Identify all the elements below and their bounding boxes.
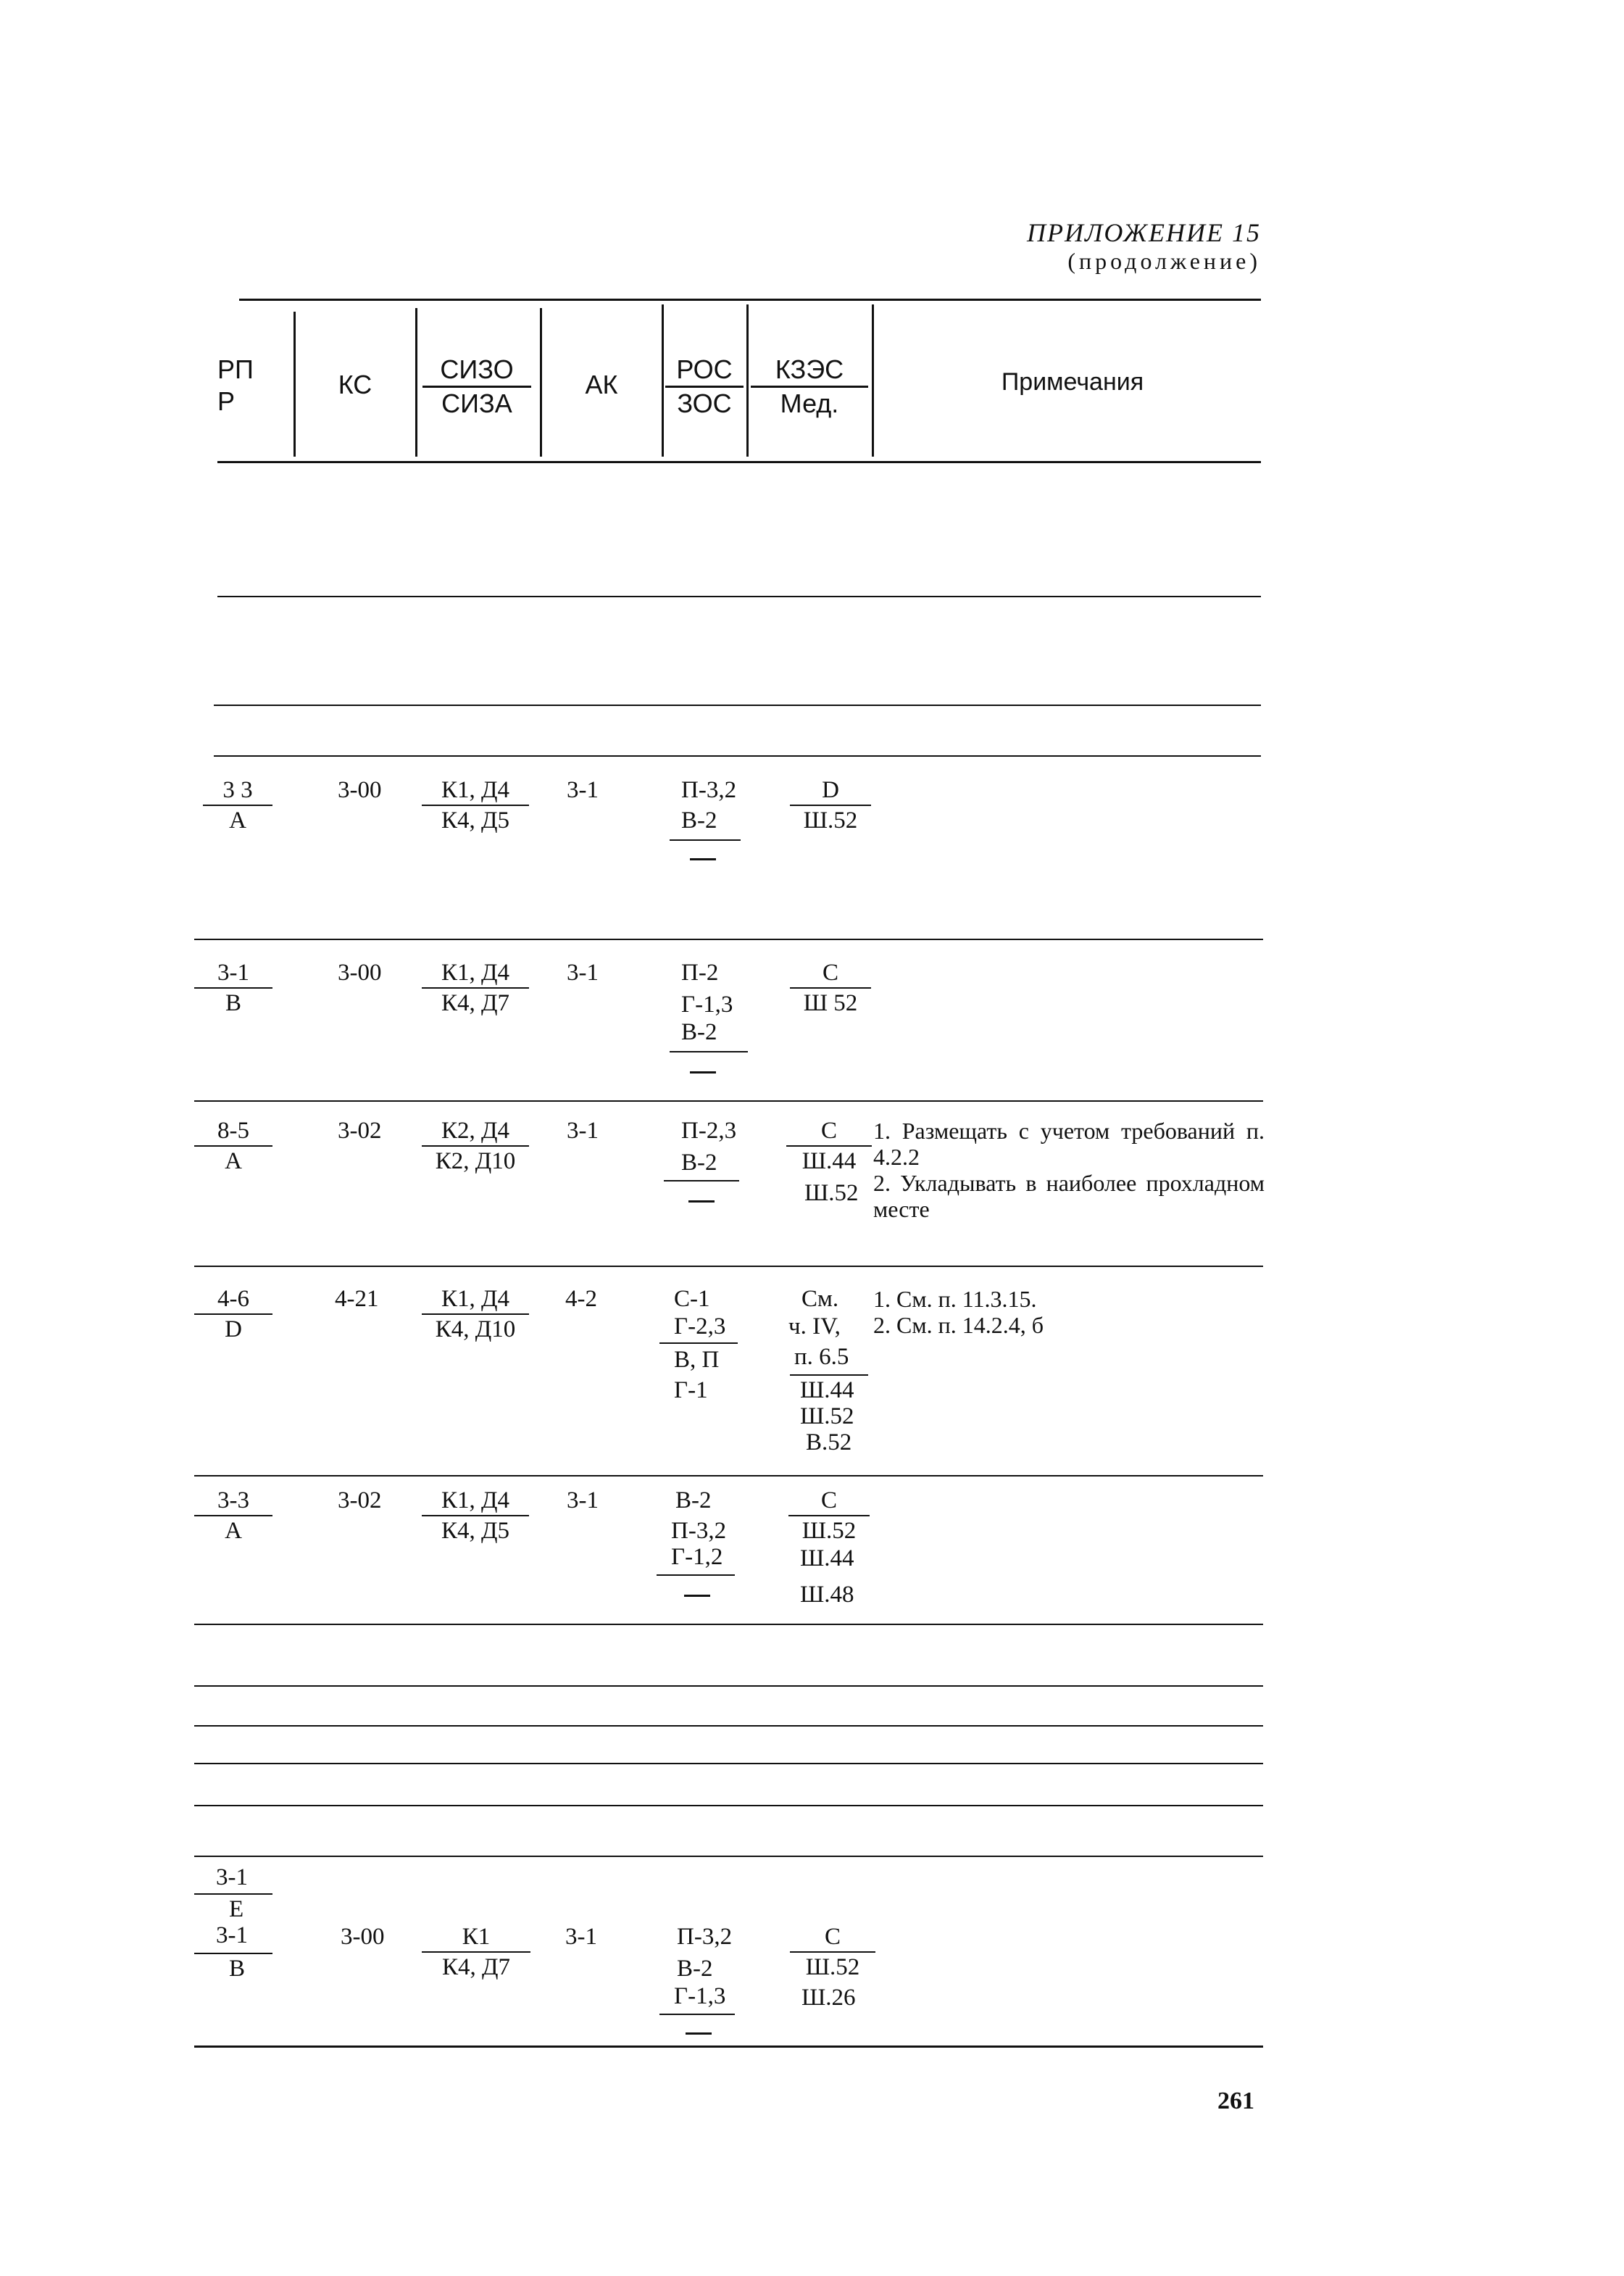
- col-header-rp: РП Р: [217, 354, 254, 416]
- col-sep-3: [540, 308, 542, 457]
- col-header-ks: КС: [338, 370, 372, 399]
- row6-ros-1: П-3,2: [677, 1924, 733, 1950]
- row4-kzes-1: См.: [801, 1286, 839, 1312]
- col-header-sizo: СИЗО СИЗА: [422, 354, 531, 420]
- row6-ros-2: В-2: [677, 1956, 713, 1982]
- row6-kzes-2: Ш.26: [801, 1985, 856, 2011]
- table-top-rule: [239, 299, 1261, 301]
- col-sep-4: [662, 304, 664, 457]
- header-bottom-rule: [217, 461, 1261, 463]
- row6-rp-3: 3-1: [216, 1922, 248, 1948]
- row1-ros-rule: [670, 839, 741, 841]
- row-rule: [194, 1100, 1263, 1102]
- row5-kzes: С Ш.52: [788, 1486, 870, 1545]
- col-header-ak: АК: [585, 370, 618, 399]
- row2-ks: 3-00: [338, 960, 382, 986]
- row4-ros-2: Г-2,3: [674, 1313, 726, 1340]
- table-bottom-rule: [194, 2046, 1263, 2048]
- row-rule: [194, 1475, 1263, 1477]
- appendix-subtitle: (продолжение): [1067, 248, 1261, 274]
- row6-rp-1: 3-1: [216, 1864, 248, 1890]
- row3-kzes-extra: Ш.52: [804, 1180, 859, 1206]
- row2-sizo: К1, Д4 К4, Д7: [422, 958, 529, 1018]
- row4-ros-3: В, П: [674, 1347, 720, 1373]
- col-header-kzes: КЗЭС Мед.: [751, 354, 868, 420]
- row3-note-1: 1. Размещать с учетом требований п. 4.2.2: [873, 1118, 1265, 1170]
- row3-ros-1: П-2,3: [681, 1118, 737, 1144]
- row6-sizo: К1 К4, Д7: [422, 1922, 530, 1982]
- row1-kzes: D Ш.52: [790, 776, 871, 835]
- row2-ros-1: П-2: [681, 960, 719, 986]
- row3-ks: 3-02: [338, 1118, 382, 1144]
- row4-ros-1: С-1: [674, 1286, 710, 1312]
- col-sep-6: [872, 304, 874, 457]
- row2-ros-rule: [670, 1051, 748, 1052]
- row1-ros-dash: [690, 858, 716, 860]
- row-rule: [194, 1624, 1263, 1625]
- row5-rp: 3-3 А: [194, 1486, 272, 1545]
- row5-kzes-3: Ш.48: [800, 1582, 854, 1608]
- row4-kzes-3: п. 6.5: [794, 1344, 849, 1370]
- row4-note-1: 1. См. п. 11.3.15.: [873, 1286, 1037, 1312]
- row1-sizo: К1, Д4 К4, Д5: [422, 776, 529, 835]
- row4-ros-rule: [659, 1342, 738, 1344]
- row6-ak: 3-1: [565, 1924, 597, 1950]
- appendix-title: ПРИЛОЖЕНИЕ 15: [1027, 218, 1261, 247]
- row4-sizo: К1, Д4 К4, Д10: [422, 1284, 529, 1344]
- col-sep-2: [415, 308, 417, 457]
- row4-rp: $\frac{4-6}{D}$: [194, 1284, 272, 1344]
- row-rule: [214, 755, 1261, 757]
- row3-rp: 8-5 А: [194, 1116, 272, 1176]
- row1-ks: 3-00: [338, 777, 382, 803]
- row5-ak: 3-1: [567, 1487, 599, 1513]
- row4-kzes-5: Ш.52: [800, 1403, 854, 1429]
- row-rule: [194, 1685, 1263, 1687]
- row5-ks: 3-02: [338, 1487, 382, 1513]
- row-rule: [194, 1805, 1263, 1806]
- row3-note-2: 2. Укладывать в наиболее прохладном месте: [873, 1170, 1265, 1222]
- row4-kzes-6: В.52: [806, 1429, 852, 1455]
- row-rule: [194, 1856, 1263, 1857]
- row-rule: [194, 939, 1263, 940]
- row1-rp: 3 3 А: [203, 776, 272, 835]
- row6-rp-2: Е: [229, 1896, 244, 1922]
- row3-sizo: К2, Д4 К2, Д10: [422, 1116, 529, 1176]
- col-sep-5: [746, 304, 749, 457]
- row-rule: [217, 596, 1261, 597]
- row6-ros-rule: [659, 2014, 735, 2015]
- row2-rp: 3-1 В: [194, 958, 272, 1018]
- row1-ak: 3-1: [567, 777, 599, 803]
- row2-ak: 3-1: [567, 960, 599, 986]
- row4-kzes-2: ч. IV,: [788, 1313, 841, 1340]
- col-header-ros: РОС ЗОС: [665, 354, 744, 420]
- row5-ros-rule: [657, 1574, 735, 1576]
- row3-kzes: С Ш.44: [786, 1116, 872, 1176]
- row2-ros-2: Г-1,3: [681, 992, 733, 1018]
- row4-ros-4: Г-1: [674, 1377, 708, 1403]
- row2-kzes: С Ш 52: [790, 958, 871, 1018]
- row4-ak: 4-2: [565, 1286, 597, 1312]
- row3-ros-2: В-2: [681, 1150, 717, 1176]
- row-rule: [194, 1725, 1263, 1727]
- row3-ros-rule: [664, 1180, 739, 1181]
- row5-ros-dash: [684, 1595, 710, 1597]
- row4-kzes-4: Ш.44: [800, 1377, 854, 1403]
- row-rule: [214, 705, 1261, 706]
- page-number: 261: [1217, 2088, 1254, 2114]
- row5-ros-1: В-2: [675, 1487, 712, 1513]
- row4-ks: 4-21: [335, 1286, 379, 1312]
- row2-ros-3: В-2: [681, 1019, 717, 1045]
- row5-kzes-2: Ш.44: [800, 1545, 854, 1571]
- row6-ros-3: Г-1,3: [674, 1983, 726, 2009]
- row4-note-2: 2. См. п. 14.2.4, б: [873, 1312, 1044, 1338]
- row1-ros-2: В-2: [681, 807, 717, 834]
- row3-ros-dash: [688, 1200, 715, 1203]
- row6-ks: 3-00: [341, 1924, 385, 1950]
- row6-ros-dash: [686, 2032, 712, 2035]
- row-rule: [194, 1266, 1263, 1267]
- row1-ros-1: П-3,2: [681, 777, 737, 803]
- row6-kzes: С Ш.52: [790, 1922, 875, 1982]
- row2-ros-dash: [690, 1071, 716, 1073]
- col-sep-1: [293, 312, 296, 457]
- row-rule: [194, 1763, 1263, 1764]
- row5-sizo: К1, Д4 К4, Д5: [422, 1486, 529, 1545]
- row5-ros-2: П-3,2: [671, 1518, 727, 1544]
- row3-ak: 3-1: [567, 1118, 599, 1144]
- row6-rp-4: В: [229, 1956, 246, 1982]
- col-header-notes: Примечания: [1001, 368, 1144, 396]
- row5-ros-3: Г-1,2: [671, 1544, 723, 1570]
